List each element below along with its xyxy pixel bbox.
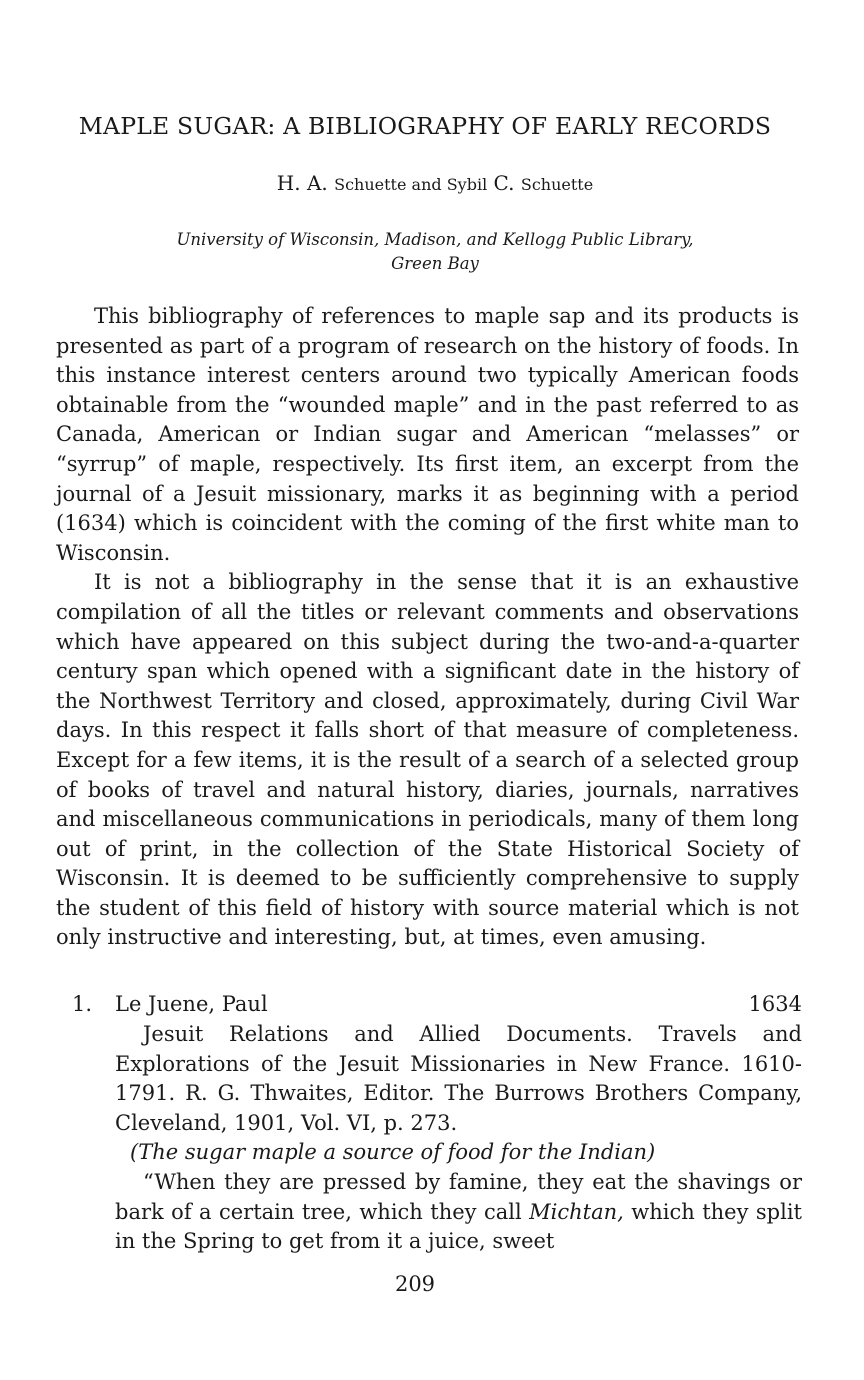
author1-surname: Schuette — [334, 175, 407, 194]
quote-text-start: “When they are pressed by famine, they eat the shavings or bark of a certain tree, which they call — [115, 1169, 802, 1224]
intro-paragraph-1: This bibliography of references to maple sap and its products is presented as part of a program of research on the history of foods. In this instance interest centers around two typically American foods obtainable from the “wounded maple” and in the past referred to as Canada, American or Indian sugar and American “melasses” or “syrrup” of maple, respectively. Its first item, an excerpt from the journal of a Jesuit missionary, marks it as beginning with a period (1634) which is coincident with the coming of the first white man to Wisconsin. — [56, 304, 799, 565]
article-authors — [60, 171, 810, 195]
entry-number: 1. — [72, 992, 93, 1016]
quote-text-end: which they split in the Spring to get from it a juice, sweet — [115, 1199, 802, 1254]
author-affiliation — [60, 228, 810, 276]
affiliation-line-2: Green Bay — [391, 254, 479, 273]
introduction-text — [56, 302, 799, 953]
author-conjunction: and — [406, 175, 447, 194]
entry-note: (The sugar maple a source of food for the Indian) — [130, 1140, 656, 1165]
affiliation-line-1: University of Wisconsin, Madison, and Kellogg Public Library, — [176, 230, 694, 249]
author2-first-name: Sybil — [446, 175, 488, 194]
intro-paragraph-2: It is not a bibliography in the sense that it is an exhaustive compilation of all the titles or relevant comments and observations which have appeared on this subject during the two-and-a-quarter century span which opened with a significant date in the history of the Northwest Territory and closed, approximately, during Civil War days. In this respect it falls short of that measure of completeness. Except for a few items, it is the result of a search of a selected group of books of travel and natural history, diaries, journals, narratives and miscellaneous communications in periodicals, many of them long out of print, in the collection of the State Historical Society of Wisconsin. It is deemed to be sufficiently comprehensive to supply the student of this field of history with source material which is not only instructive and interesting, but, at times, even amusing. — [56, 570, 799, 950]
author2-initial: C. — [487, 171, 521, 195]
entry-author: Le Juene, Paul — [115, 992, 268, 1016]
author2-surname: Schuette — [520, 175, 594, 194]
page-number: 209 — [394, 1272, 436, 1296]
article-title: MAPLE SUGAR: A BIBLIOGRAPHY OF EARLY RECORDS — [78, 112, 772, 140]
quote-term: Michtan, — [529, 1199, 624, 1224]
entry-year: 1634 — [748, 992, 802, 1016]
entry-citation: Jesuit Relations and Allied Documents. Travels and Explorations of the Jesuit Missionaries in New France. 1610-1791. R. G. Thwaites, Editor. The Burrows Brothers Company, Cleveland, 1901, Vol. VI, p. 273. — [115, 1022, 802, 1135]
bibliography-entry — [72, 990, 802, 1257]
entry-heading — [72, 990, 802, 1020]
entry-quote — [115, 1168, 802, 1257]
author1-initials: H. A. — [276, 171, 335, 195]
